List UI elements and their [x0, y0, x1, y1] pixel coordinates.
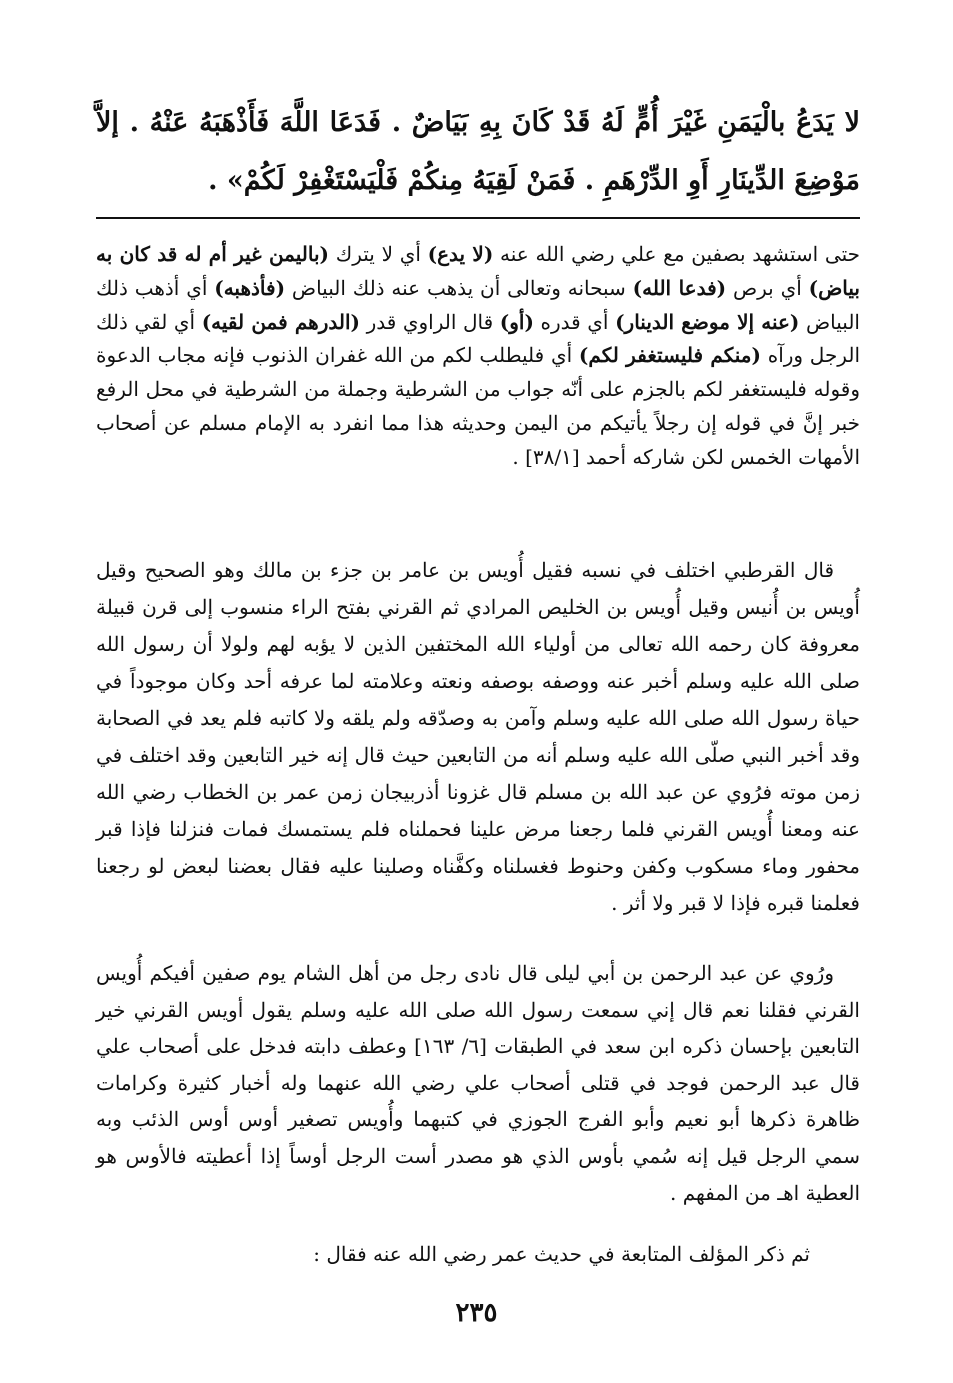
p1-seg-bold: (الدرهم فمن لقيه) — [201, 309, 360, 334]
p1-seg-bold: (فدعا الله) — [632, 275, 727, 300]
section-divider — [96, 217, 860, 219]
p1-seg: قال الراوي قدر — [359, 309, 500, 334]
commentary-paragraph-2: قال القرطبي اختلف في نسبه فقيل أُويس بن عامر بن جزء بن مالك وهو الصحيح وقيل أُويس بن أُنيس وقيل أُويس بن الخليص المرادي ثم القرني بفتح الراء منسوب إلى قرن قبيلة معروفة كان رحمه الله تعالى من أولياء الله المختفين الذين لا يؤبه لهم ولولا أن رسول الله صلى الله عليه وسلم أخبر عنه ووصفه بوصفه ونعته وعلامته لما عرفه أحد وكان موجوداً في حياة رسول الله صلى الله عليه وسلم وآمن به وصدّقه ولم يلقه ولا كاتبه فلم يعد في الصحابة وقد أخبر النبي صلّى الله عليه وسلم أنه من التابعين حيث قال إنه خير التابعين وقد اختلف في زمن موته فرُوي عن عبد الله بن مسلم قال غزونا أذربيجان زمن عمر بن الخطاب رضي الله عنه ومعنا أُويس القرني فلما رجعنا مرض علينا فحملناه فلم يستمسك فمات فنزلنا فإذا قبر محفور وماء مسكوب وكفن وحنوط فغسلناه وكفَّناه وصلينا عليه فقال بعضنا لبعض لو رجعنا فعلمنا قبره فإذا لا قبر ولا أثر . — [96, 558, 860, 915]
page-number: ٢٣٥ — [455, 1298, 498, 1328]
hadith-text: لا يَدَعُ بالْيَمَنِ غَيْرَ أُمٍّ لَهُ قَدْ كَانَ بِهِ بَيَاضٌ . فَدَعَا اللَّهَ فَأَذْهَبَهُ عَنْهُ . إلاَّ مَوْضِعَ الدِّينَارِ أَوِ الدِّرْهَمِ . فَمَنْ لَقِيَهُ مِنكُمْ فَلْيَسْتَغْفِرْ لَكُمْ» . — [96, 107, 860, 196]
p1-seg: أي برص — [726, 275, 809, 300]
p1-seg-bold: (منكم فليستغفر لكم) — [578, 343, 761, 368]
p1-seg-bold: (عنه إلا موضع الدينار) — [615, 309, 800, 334]
p1-seg: أي لا يترك — [328, 242, 428, 266]
commentary-paragraph-4: ثم ذكر المؤلف المتابعة في حديث عمر رضي الله عنه فقال : — [313, 1242, 810, 1266]
p1-seg: سبحانه وتعالى أن يذهب عنه ذلك البياض — [285, 275, 633, 300]
p1-seg: حتى استشهد بصفين مع علي رضي الله عنه — [493, 242, 860, 266]
p1-seg-bold: (أو) — [499, 309, 534, 334]
p1-seg: أي قدره — [533, 309, 616, 334]
p1-seg: أي أذهب ذلك البياض — [96, 275, 860, 334]
p1-seg-bold: (لا يدع) — [427, 242, 494, 266]
p1-seg-bold: (فأذهبه) — [214, 275, 286, 300]
commentary-paragraph-1 — [96, 238, 860, 475]
commentary-p1 — [96, 238, 860, 475]
p1-seg: أي فليطلب لكم من الله غفران الذنوب فإنه مجاب الدعوة وقوله فليستغفر لكم بالجزم على أنّه جواب من الشرطية وجملة من الشرطية في محل الرفع خبر إنَّ في قوله إن رجلاً يأتيكم من اليمن وحديثه هذا مما انفرد به الإمام مسلم عن أصحاب الأمهات الخمس لكن شاركه أحمد [٣٨/١] . — [96, 343, 861, 469]
p1-seg-bold: (باليمن غير أم له قد كان به بياض) — [96, 242, 860, 300]
commentary-paragraph-3: ورُوي عن عبد الرحمن بن أبي ليلى قال نادى رجل من أهل الشام يوم صفين أفيكم أُويس القرني فقلنا نعم قال إني سمعت رسول الله صلى الله عليه وسلم يقول أويس القرني خير التابعين بإحسان ذكره ابن سعد في الطبقات [٦/ ١٦٣] وعطف دابته فدخل على أصحاب علي قال عبد الرحمن فوجد في قتلى أصحاب علي رضي الله عنهما وله أخبار كثيرة وكرامات ظاهرة ذكرها أبو نعيم وأبو الفرج الجوزي في كتبهما وأُويس تصغير أوس أوس الذئب وبه سمي الرجل قيل إنه سُمي بأوس الذي هو مصدر أست الرجل أوساً إذا أعطيته فالأوس هو العطية اهـ من المفهم . — [96, 961, 860, 1205]
p1-seg: أي لقي ذلك الرجل ورآه — [96, 309, 860, 368]
